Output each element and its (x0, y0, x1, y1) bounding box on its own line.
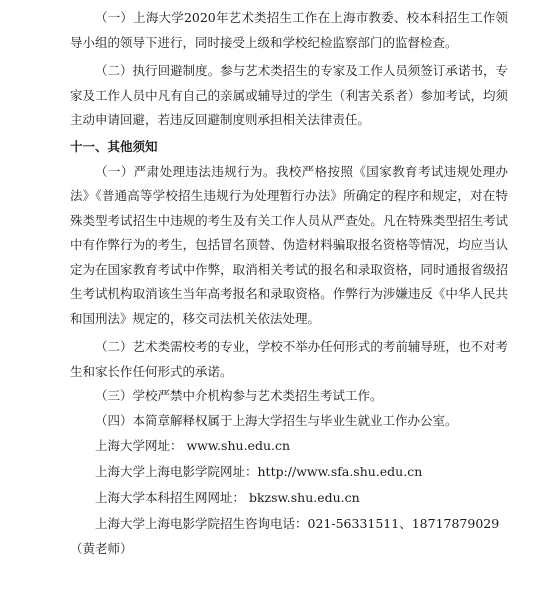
paragraph-no-tutoring: （二）艺术类需校考的专业，学校不举办任何形式的考前辅导班，也不对考生和家长作任何形式的承诺。 (70, 339, 508, 379)
paragraph-violations: （一）严肃处理违法违规行为。我校严格按照《国家教育考试违规处理办法》《普通高等学校招生违规行为处理暂行办法》所确定的程序和规定，对在特殊类型考试招生中违规的考生及有关工作人员从严查处。凡在特殊类型招生考试中有作弊行为的考生，包括冒名顶替、伪造材料骗取报名资格等情况，均应当认定为在国家教育考试中作弊，取消相关考试的报名和录取资格，同时通报省级招生考试机构取消该生当年高考报名和录取资格。作弊行为涉嫌违反《中华人民共和国刑法》规定的，移交司法机关依法处理。 (70, 163, 508, 326)
paragraph-supervision: （一）上海大学2020年艺术类招生工作在上海市教委、校本科招生工作领导小组的领导下进行，同时接受上级和学校纪检监察部门的监督检查。 (70, 10, 508, 50)
contact-phone: 上海大学上海电影学院招生咨询电话：021-56331511、18717879029 (95, 516, 500, 531)
contact-person: （黄老师） (70, 541, 133, 556)
contact-university-website: 上海大学网址： www.shu.edu.cn (95, 438, 291, 453)
contact-film-school-website: 上海大学上海电影学院网址：http://www.sfa.shu.edu.cn (95, 464, 423, 479)
section-heading: 十一、其他须知 (70, 138, 158, 154)
paragraph-recusal: （二）执行回避制度。参与艺术类招生的专家及工作人员须签订承诺书，专家及工作人员中凡有自己的亲属或辅导过的学生（利害关系者）参加考试，均须主动申请回避，若违反回避制度则承担相关法律责任。 (70, 63, 508, 127)
paragraph-interpretation: （四）本简章解释权属于上海大学招生与毕业生就业工作办公室。 (95, 412, 458, 428)
contact-admissions-website: 上海大学本科招生网网址： bkzsw.shu.edu.cn (95, 490, 360, 505)
paragraph-no-agencies: （三）学校严禁中介机构参与艺术类招生考试工作。 (95, 388, 383, 403)
